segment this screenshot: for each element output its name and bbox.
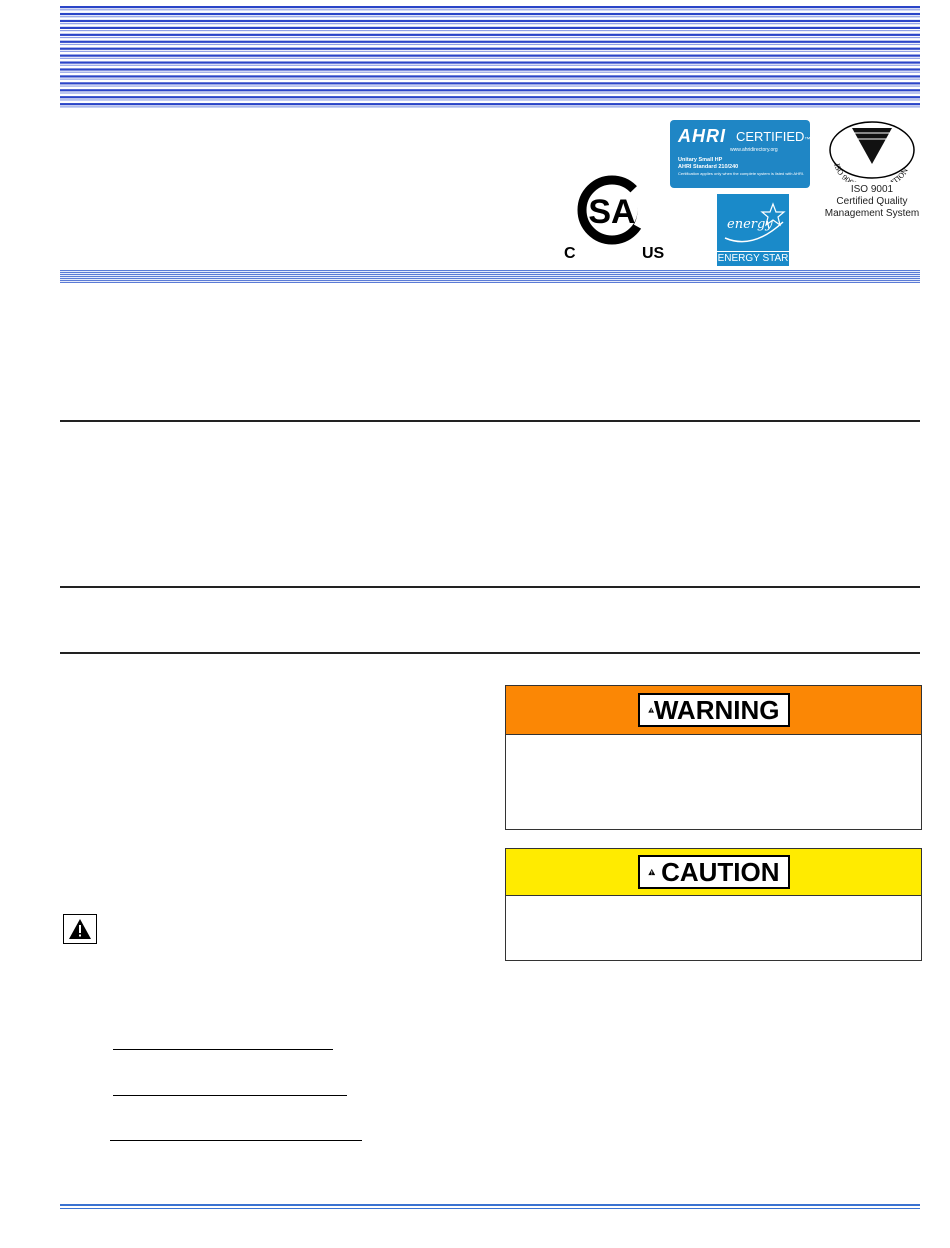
header-stripe — [60, 96, 920, 98]
header-stripe — [60, 68, 920, 70]
ahri-certified-label: CERTIFIED™ — [736, 129, 810, 144]
header-stripe-light — [60, 58, 920, 59]
warning-header — [506, 686, 921, 735]
blank-line — [113, 1049, 333, 1050]
header-stripe-light — [60, 85, 920, 86]
caution-triangle-icon — [648, 861, 656, 883]
ahri-line1: Unitary Small HP — [678, 157, 723, 163]
iso-line2: Certified Quality — [836, 196, 908, 207]
header-stripe-light — [60, 16, 920, 17]
header-stripe-light — [60, 92, 920, 93]
footer-rule — [60, 1204, 920, 1206]
header-rule-band — [60, 270, 920, 283]
csa-c-mark: C — [564, 245, 576, 262]
header-stripe — [60, 34, 920, 36]
iso-seal-icon — [824, 120, 920, 182]
energy-star-label: ENERGY STAR — [717, 253, 789, 264]
svg-text:ISO 9000 REGISTRATION: ISO 90 TION — [832, 162, 910, 182]
svg-text:SA: SA — [588, 193, 636, 231]
header-stripe — [60, 13, 920, 15]
section-divider — [60, 652, 920, 654]
iso-line1: ISO 9001 — [850, 184, 894, 195]
header-stripe-light — [60, 51, 920, 52]
ahri-certified-logo — [670, 120, 810, 188]
header-stripe-light — [60, 9, 920, 10]
section-divider — [60, 586, 920, 588]
svg-text:energy: energy — [727, 217, 773, 232]
warning-label: WARNING — [638, 693, 790, 727]
caution-label: CAUTION — [638, 855, 790, 889]
header-stripe-light — [60, 37, 920, 38]
energy-star-icon — [717, 194, 789, 250]
footer-rule-thin — [60, 1208, 920, 1209]
energy-star-logo — [717, 194, 789, 266]
header-stripe-light — [60, 23, 920, 24]
iso-line3: Management System — [824, 208, 920, 219]
iso-9001-logo — [824, 120, 920, 224]
header-stripe-light — [60, 79, 920, 80]
csa-certification-logo — [560, 170, 670, 262]
safety-alert-icon — [63, 914, 97, 944]
ahri-url: www.ahridirectory.org — [730, 147, 778, 153]
header-stripe — [60, 55, 920, 57]
caution-box — [505, 848, 922, 961]
header-stripe — [60, 6, 920, 8]
ahri-line2: AHRI Standard 210/240 — [678, 164, 739, 170]
header-stripe — [60, 48, 920, 50]
caution-header — [506, 849, 921, 896]
header-stripe-light — [60, 72, 920, 73]
header-stripe — [60, 61, 920, 63]
header-stripe — [60, 41, 920, 43]
header-stripes — [60, 6, 920, 110]
warning-box — [505, 685, 922, 830]
csa-us-mark: US — [642, 245, 665, 262]
header-stripe — [60, 27, 920, 29]
blank-line — [113, 1095, 347, 1096]
blank-line — [110, 1140, 362, 1141]
header-stripe — [60, 103, 920, 105]
header-stripe — [60, 89, 920, 91]
ahri-line3: Certification applies only when the complete system is listed with AHRI. — [678, 171, 805, 176]
ahri-brand: AHRI — [678, 126, 726, 146]
header-stripe — [60, 82, 920, 84]
header-stripe-light — [60, 30, 920, 31]
header-stripe — [60, 20, 920, 22]
header-stripe-light — [60, 106, 920, 107]
header-stripe-light — [60, 99, 920, 100]
header-stripe-light — [60, 44, 920, 45]
header-stripe — [60, 75, 920, 77]
header-stripe-light — [60, 65, 920, 66]
section-divider — [60, 420, 920, 422]
